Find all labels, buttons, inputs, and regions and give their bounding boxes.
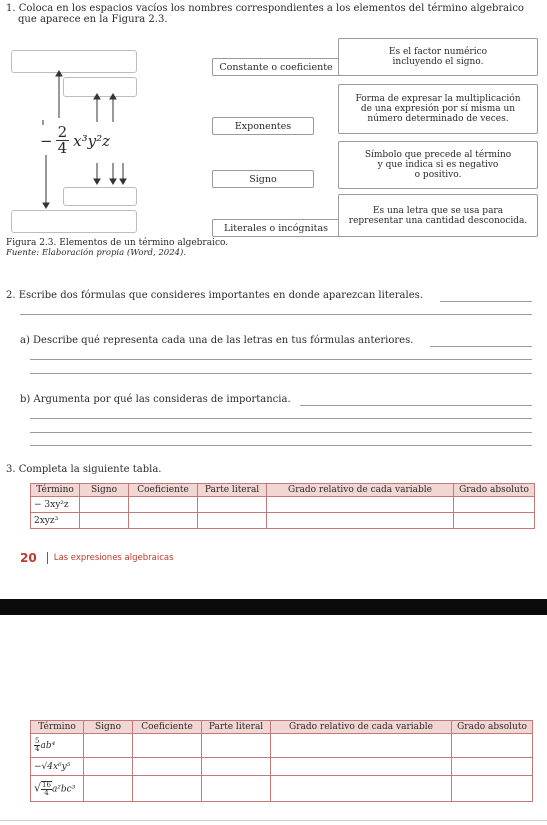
table-cell[interactable] [271,776,452,802]
radical-sign: √ [34,781,42,794]
second-table [30,720,533,802]
term-fraction [41,781,52,797]
answer-line[interactable] [30,418,532,419]
answer-line[interactable] [30,359,532,360]
table-cell[interactable] [267,497,454,513]
fraction-denominator: 4 [35,745,40,753]
table-cell[interactable] [80,513,129,529]
figure-arrows [0,0,140,240]
table-cell[interactable] [454,497,535,513]
definition-1-line2: incluyendo el signo. [392,57,484,67]
definition-2-line3: número determinado de veces. [367,114,509,124]
table-cell[interactable] [129,513,198,529]
table-cell[interactable] [271,734,452,758]
table-row [31,497,535,513]
table-row [31,758,533,776]
table-header: Término [31,721,84,734]
table-cell-term: 2xyz³ [31,513,80,529]
figure-source: Fuente: Elaboración propia (Word, 2024). [6,248,187,258]
term-literal: a²bc³ [51,784,76,794]
definition-4-line2: representar una cantidad desconocida. [348,215,528,226]
page-footer [20,551,174,565]
table-cell[interactable] [452,734,533,758]
table-header: Grado absoluto [454,484,535,497]
figure-caption: Figura 2.3. Elementos de un término algebraico. [6,238,229,248]
definition-4 [338,194,538,237]
table-header: Grado relativo de cada variable [271,721,452,734]
page-break-band [0,599,547,615]
section-title: Las expresiones algebraicas [53,553,174,563]
page-number: 20 [20,551,37,565]
table-header: Signo [80,484,129,497]
table-header-row [31,721,533,734]
table-header: Coeficiente [133,721,202,734]
table-cell[interactable] [84,758,133,776]
footer-divider [47,552,48,564]
term-label-exponents: Exponentes [212,117,314,135]
answer-line[interactable] [30,445,532,446]
answer-line[interactable] [300,405,532,406]
term-label-coefficient: Constante o coeficiente [212,58,340,76]
term-fraction [56,125,70,156]
table-row [31,513,535,529]
term-numerator: 2 [57,123,68,141]
table-header-row [31,484,535,497]
term-literal: x³y²z [73,131,110,150]
definition-3-line3: o positivo. [414,170,462,180]
table-row [31,776,533,802]
definition-2 [338,84,538,134]
answer-line[interactable] [430,346,532,347]
table-cell[interactable] [198,497,267,513]
question-1-line1: 1. Coloca en los espacios vacíos los nombres correspondientes a los elementos del término algebraico [6,3,524,14]
table-cell-term [31,734,84,758]
table-cell[interactable] [133,776,202,802]
table-cell[interactable] [271,758,452,776]
table-cell[interactable] [267,513,454,529]
table-cell[interactable] [133,734,202,758]
answer-line[interactable] [440,301,532,302]
table-cell[interactable] [202,758,271,776]
bottom-rule [0,820,547,821]
answer-line[interactable] [30,373,532,374]
definition-2-line2: de una expresión por sí misma un [360,104,516,114]
fraction-numerator: 16 [42,780,51,789]
table-cell-term: − 3xy²z [31,497,80,513]
term-denominator: 4 [57,139,68,157]
definition-4-line1: Es una letra que se usa para [372,205,504,216]
definition-1 [338,38,538,76]
question-2a: a) Describe qué representa cada una de las letras en tus fórmulas anteriores. [20,335,414,346]
table-header: Parte literal [198,484,267,497]
table-cell[interactable] [129,497,198,513]
table-header: Grado absoluto [452,721,533,734]
completion-table [30,483,535,529]
term-literal: ab⁴ [40,741,56,751]
term-label-literals: Literales o incógnitas [212,219,340,237]
table-cell[interactable] [198,513,267,529]
definition-2-line1: Forma de expresar la multiplicación [355,94,521,104]
fraction-denominator: 4 [44,788,49,797]
table-header: Coeficiente [129,484,198,497]
table-cell[interactable] [84,776,133,802]
fraction-numerator: 5 [35,737,40,745]
definition-1-line1: Es el factor numérico [388,47,488,57]
algebraic-term [40,125,110,156]
table-cell[interactable] [202,776,271,802]
definition-3-line2: y que indica si es negativo [377,160,499,170]
definition-3-line1: Símbolo que precede al término [364,150,512,160]
question-2b: b) Argumenta por qué las consideras de importancia. [20,394,291,405]
definition-3 [338,141,538,189]
answer-line[interactable] [20,314,532,315]
table-header: Grado relativo de cada variable [267,484,454,497]
question-1-line2: que aparece en la Figura 2.3. [18,14,168,25]
table-row [31,734,533,758]
table-header: Término [31,484,80,497]
table-cell[interactable] [133,758,202,776]
table-cell[interactable] [452,776,533,802]
table-header: Signo [84,721,133,734]
term-label-sign: Signo [212,170,314,188]
term-sign: − [40,131,53,150]
question-3: 3. Completa la siguiente tabla. [6,464,162,475]
table-header: Parte literal [202,721,271,734]
table-cell[interactable] [80,497,129,513]
table-cell-term: −√4x⁶y⁵ [31,758,84,776]
answer-line[interactable] [30,432,532,433]
table-cell[interactable] [84,734,133,758]
table-cell[interactable] [454,513,535,529]
table-cell[interactable] [452,758,533,776]
question-2: 2. Escribe dos fórmulas que consideres importantes en donde aparezcan literales. [6,290,423,301]
table-cell[interactable] [202,734,271,758]
table-cell-term [31,776,84,802]
